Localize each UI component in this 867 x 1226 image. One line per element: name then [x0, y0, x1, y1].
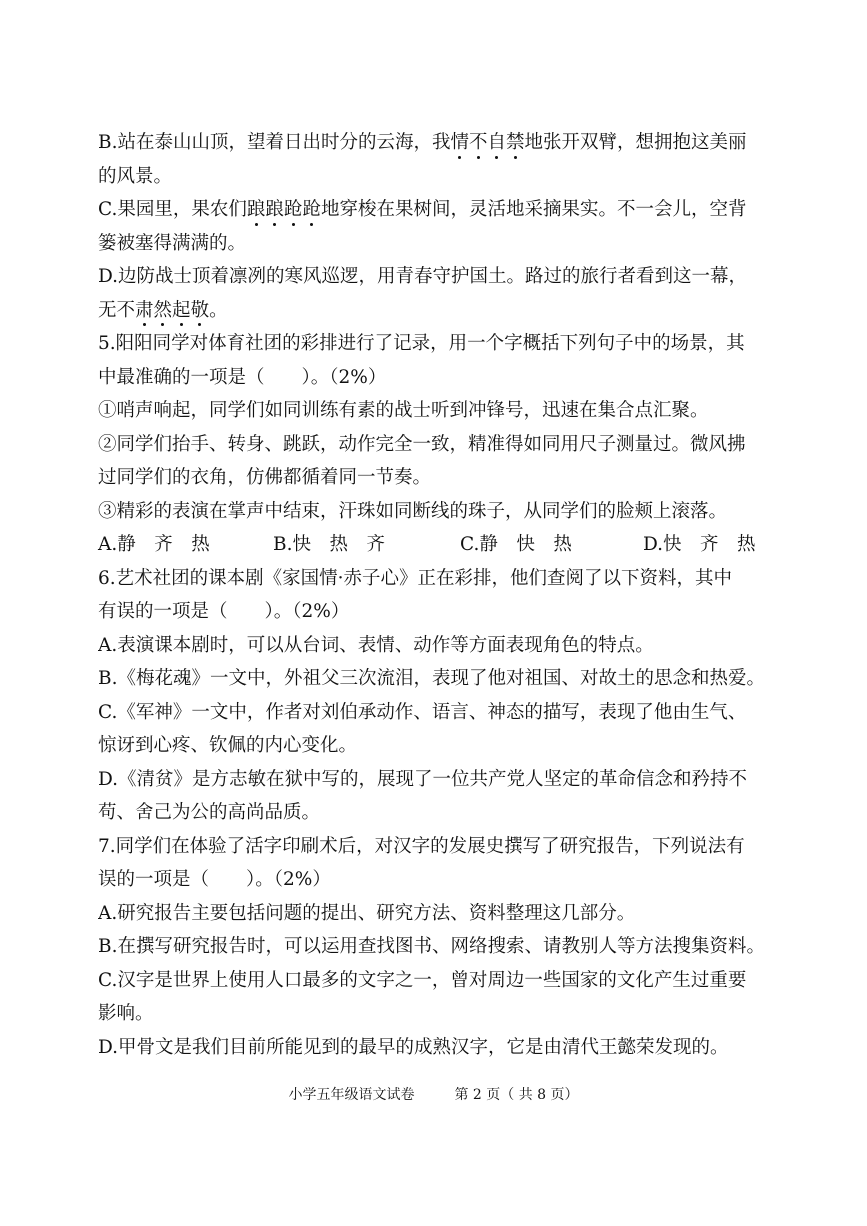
- page-number: 第 2 页（ 共 8 页）: [454, 1087, 579, 1103]
- question-6-option-d-line1: D.《清贫》是方志敏在狱中写的，展现了一位共产党人坚定的革命信念和矜持不: [98, 768, 748, 790]
- question-5-option-b: B.快 热 齐: [273, 534, 385, 555]
- dotted-char: 跄: [284, 193, 303, 227]
- question-5-sentence-1: ①哨声响起，同学们如同训练有素的战士听到冲锋号，迅速在集合点汇聚。: [98, 400, 709, 421]
- question-4-option-c-line1: [98, 193, 778, 227]
- text-segment: 地穿梭在果树间，灵活地采摘果实。不一会儿，空背: [320, 199, 747, 220]
- text-segment: B.站在泰山山顶，望着日出时分的云海，我: [98, 132, 451, 153]
- question-5-option-c: C.静 快 热: [460, 534, 572, 555]
- dotted-char: 禁: [506, 126, 525, 160]
- question-5-options: [98, 528, 778, 562]
- question-7-option-b: B.在撰写研究报告时，可以运用查找图书、网络搜索、请教别人等方法搜集资料。: [98, 936, 765, 957]
- question-6-stem-line1: 6.艺术社团的课本剧《家国情·赤子心》正在彩排，他们查阅了以下资料，其中: [98, 567, 733, 589]
- question-7-option-a: A.研究报告主要包括问题的提出、研究方法、资料整理这几部分。: [98, 902, 636, 924]
- dotted-char: 踉: [265, 193, 284, 227]
- question-7-option-c-line2: 影响。: [98, 1003, 154, 1024]
- dotted-char: 踉: [247, 193, 266, 227]
- dotted-char: 自: [488, 126, 507, 160]
- dotted-char: 情: [450, 126, 469, 160]
- question-4-option-d-line2: [98, 294, 778, 328]
- text-segment: 地张开双臂，想拥抱这美丽: [524, 132, 747, 153]
- dotted-char: 跄: [302, 193, 321, 227]
- question-5-sentence-2-line2: 过同学们的衣角，仿佛都循着同一节奏。: [98, 467, 432, 488]
- text-segment: 无不: [98, 299, 136, 321]
- question-4-option-b-line2: 的风景。: [98, 165, 173, 187]
- question-7-stem-line2: 误的一项是（ ）。（2%）: [98, 869, 331, 890]
- text-segment: 。: [209, 299, 228, 321]
- question-5-stem-line2: 中最准确的一项是（ ）。（2%）: [98, 366, 387, 388]
- text-segment: C.果园里，果农们: [98, 199, 247, 220]
- question-5-sentence-3: ③精彩的表演在掌声中结束，汗珠如同断线的珠子，从同学们的脸颊上滚落。: [98, 500, 728, 522]
- question-4-option-c-line2: 篓被塞得满满的。: [98, 232, 247, 254]
- question-6-option-d-line2: 苟、舍己为公的高尚品质。: [98, 802, 321, 823]
- question-7-option-c-line1: C.汉字是世界上使用人口最多的文字之一，曾对周边一些国家的文化产生过重要: [98, 969, 747, 991]
- question-6-stem-line2: 有误的一项是（ ）。（2%）: [98, 601, 350, 622]
- question-5-stem-line1: 5.阳阳同学对体育社团的彩排进行了记录，用一个字概括下列句子中的场景，其: [98, 333, 745, 354]
- question-4-option-d-line1: D.边防战士顶着凛冽的寒风巡逻，用青春守护国土。路过的旅行者看到这一幕，: [98, 266, 748, 287]
- exam-content: [98, 126, 778, 1064]
- question-5-sentence-2-line1: ②同学们抬手、转身、跳跃，动作完全一致，精准得如同用尺子测量过。微风拂: [98, 433, 746, 455]
- question-5-option-a: A.静 齐 热: [98, 534, 210, 555]
- dotted-char: 然: [154, 294, 173, 328]
- page-footer: [0, 1085, 867, 1105]
- exam-title: 小学五年级语文试卷: [288, 1087, 415, 1103]
- question-6-option-c-line2: 惊讶到心疼、钦佩的内心变化。: [98, 735, 358, 756]
- dotted-char: 敬: [191, 294, 210, 328]
- question-6-option-a: A.表演课本剧时，可以从台词、表情、动作等方面表现角色的特点。: [98, 634, 654, 656]
- question-6-option-b: B.《梅花魂》一文中，外祖父三次流泪，表现了他对祖国、对故土的思念和热爱。: [98, 668, 765, 689]
- question-5-option-d: D.快 齐 热: [643, 534, 756, 555]
- dotted-char: 肃: [135, 294, 154, 328]
- question-7-stem-line1: 7.同学们在体验了活字印刷术后，对汉字的发展史撰写了研究报告，下列说法有: [98, 835, 745, 857]
- question-6-option-c-line1: C.《军神》一文中，作者对刘伯承动作、语言、神态的描写，表现了他由生气、: [98, 701, 747, 723]
- question-7-option-d: D.甲骨文是我们目前所能见到的最早的成熟汉字，它是由清代王懿荣发现的。: [98, 1036, 729, 1058]
- dotted-char: 起: [172, 294, 191, 328]
- question-4-option-b-line1: [98, 126, 778, 160]
- dotted-char: 不: [469, 126, 488, 160]
